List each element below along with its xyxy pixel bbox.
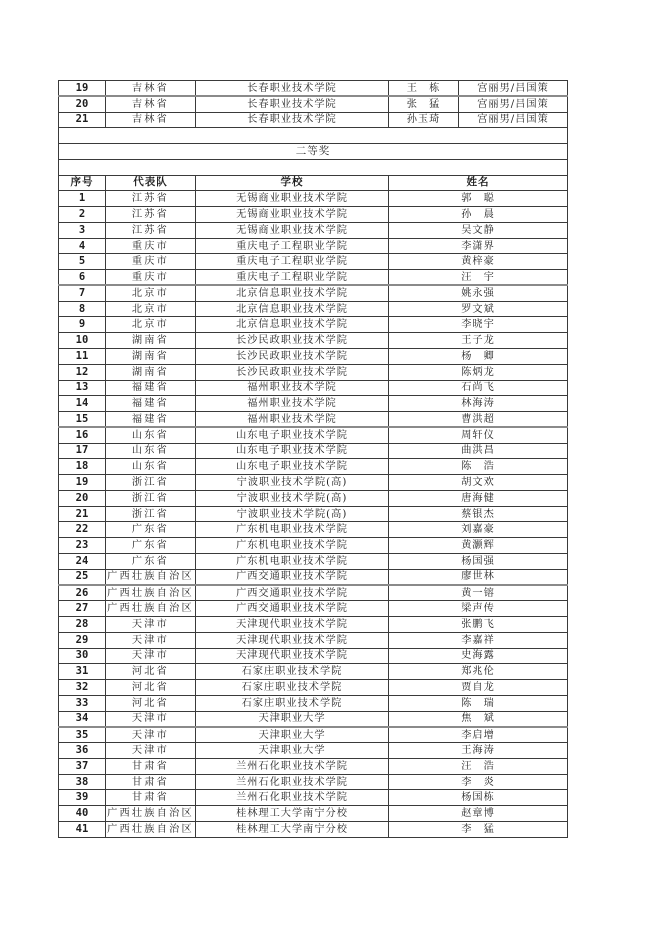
table-row bbox=[59, 317, 568, 333]
row-team: 河北省 bbox=[106, 664, 196, 680]
table-row bbox=[59, 711, 568, 727]
row-school: 山东电子职业技术学院 bbox=[196, 443, 389, 459]
row-name: 杨国强 bbox=[389, 553, 568, 569]
row-school: 长沙民政职业技术学院 bbox=[196, 333, 389, 349]
row-school: 宁波职业技术学院(高) bbox=[196, 506, 389, 522]
table-row bbox=[59, 632, 568, 648]
row-number: 18 bbox=[59, 459, 106, 475]
table-row bbox=[59, 790, 568, 806]
row-name: 姚永强 bbox=[389, 285, 568, 301]
table-row bbox=[59, 412, 568, 428]
row-name: 曹洪超 bbox=[389, 412, 568, 428]
table-row bbox=[59, 238, 568, 254]
row-name: 黄一镕 bbox=[389, 585, 568, 601]
table-row bbox=[59, 743, 568, 759]
row-number: 32 bbox=[59, 680, 106, 696]
row-team: 天津市 bbox=[106, 743, 196, 759]
blank-row bbox=[59, 128, 568, 144]
row-team: 甘肃省 bbox=[106, 790, 196, 806]
table-row bbox=[59, 506, 568, 522]
row-team: 天津市 bbox=[106, 727, 196, 743]
row-name: 陈炳龙 bbox=[389, 364, 568, 380]
table-row bbox=[59, 727, 568, 743]
row-number: 15 bbox=[59, 412, 106, 428]
row-name: 杨 卿 bbox=[389, 349, 568, 365]
row-team: 广东省 bbox=[106, 553, 196, 569]
row-school: 长春职业技术学院 bbox=[196, 112, 389, 128]
row-team: 甘肃省 bbox=[106, 774, 196, 790]
second-prize-section bbox=[59, 128, 568, 191]
row-team: 河北省 bbox=[106, 695, 196, 711]
table-row bbox=[59, 680, 568, 696]
row-school: 兰州石化职业技术学院 bbox=[196, 790, 389, 806]
row-team: 山东省 bbox=[106, 459, 196, 475]
row-number: 17 bbox=[59, 443, 106, 459]
row-name: 王子龙 bbox=[389, 333, 568, 349]
row-school: 广东机电职业技术学院 bbox=[196, 553, 389, 569]
row-name: 李启增 bbox=[389, 727, 568, 743]
table-row bbox=[59, 443, 568, 459]
row-number: 7 bbox=[59, 285, 106, 301]
row-name: 张 猛 bbox=[389, 96, 459, 112]
table-row bbox=[59, 112, 568, 128]
row-team: 浙江省 bbox=[106, 490, 196, 506]
row-name: 陈 瑞 bbox=[389, 695, 568, 711]
row-name: 孙 晨 bbox=[389, 207, 568, 223]
row-name: 蔡银杰 bbox=[389, 506, 568, 522]
row-number: 4 bbox=[59, 238, 106, 254]
row-name: 胡文欢 bbox=[389, 475, 568, 491]
row-school: 北京信息职业技术学院 bbox=[196, 301, 389, 317]
table-row bbox=[59, 380, 568, 396]
row-number: 39 bbox=[59, 790, 106, 806]
header-name: 姓名 bbox=[389, 175, 568, 191]
row-number: 31 bbox=[59, 664, 106, 680]
row-number: 35 bbox=[59, 727, 106, 743]
row-team: 湖南省 bbox=[106, 333, 196, 349]
row-team: 广西壮族自治区 bbox=[106, 806, 196, 822]
table-row bbox=[59, 538, 568, 554]
row-name: 李嘉祥 bbox=[389, 632, 568, 648]
award-table bbox=[58, 80, 568, 838]
row-school: 福州职业技术学院 bbox=[196, 412, 389, 428]
row-number: 9 bbox=[59, 317, 106, 333]
row-number: 12 bbox=[59, 364, 106, 380]
blank-cell bbox=[59, 159, 568, 175]
table-row bbox=[59, 695, 568, 711]
table-row bbox=[59, 349, 568, 365]
row-school: 广东机电职业技术学院 bbox=[196, 538, 389, 554]
row-school: 北京信息职业技术学院 bbox=[196, 285, 389, 301]
row-team: 江苏省 bbox=[106, 207, 196, 223]
row-team: 福建省 bbox=[106, 412, 196, 428]
row-team: 天津市 bbox=[106, 648, 196, 664]
row-advisor: 宫丽男/吕国策 bbox=[459, 81, 568, 97]
row-name: 张鹏飞 bbox=[389, 617, 568, 633]
row-name: 唐海健 bbox=[389, 490, 568, 506]
row-school: 宁波职业技术学院(高) bbox=[196, 490, 389, 506]
row-team: 江苏省 bbox=[106, 191, 196, 207]
table-row bbox=[59, 207, 568, 223]
table-row bbox=[59, 254, 568, 270]
row-number: 20 bbox=[59, 96, 106, 112]
row-number: 16 bbox=[59, 427, 106, 443]
row-team: 北京市 bbox=[106, 285, 196, 301]
row-school: 桂林理工大学南宁分校 bbox=[196, 821, 389, 837]
table-row bbox=[59, 222, 568, 238]
table-row bbox=[59, 522, 568, 538]
row-number: 38 bbox=[59, 774, 106, 790]
row-school: 山东电子职业技术学院 bbox=[196, 427, 389, 443]
row-advisor: 宫丽男/吕国策 bbox=[459, 96, 568, 112]
row-number: 2 bbox=[59, 207, 106, 223]
row-school: 广西交通职业技术学院 bbox=[196, 601, 389, 617]
row-team: 广西壮族自治区 bbox=[106, 569, 196, 585]
row-school: 宁波职业技术学院(高) bbox=[196, 475, 389, 491]
row-number: 41 bbox=[59, 821, 106, 837]
table-row bbox=[59, 459, 568, 475]
row-school: 长沙民政职业技术学院 bbox=[196, 364, 389, 380]
row-team: 天津市 bbox=[106, 711, 196, 727]
row-number: 6 bbox=[59, 270, 106, 286]
row-number: 30 bbox=[59, 648, 106, 664]
row-name: 石尚飞 bbox=[389, 380, 568, 396]
row-school: 石家庄职业技术学院 bbox=[196, 664, 389, 680]
row-team: 吉林省 bbox=[106, 112, 196, 128]
row-number: 14 bbox=[59, 396, 106, 412]
row-number: 22 bbox=[59, 522, 106, 538]
row-name: 孙玉琦 bbox=[389, 112, 459, 128]
row-school: 广东机电职业技术学院 bbox=[196, 522, 389, 538]
row-number: 21 bbox=[59, 112, 106, 128]
row-number: 5 bbox=[59, 254, 106, 270]
row-team: 河北省 bbox=[106, 680, 196, 696]
header-school: 学校 bbox=[196, 175, 389, 191]
row-school: 福州职业技术学院 bbox=[196, 380, 389, 396]
row-team: 重庆市 bbox=[106, 238, 196, 254]
table-row bbox=[59, 490, 568, 506]
blank-cell bbox=[59, 128, 568, 144]
row-team: 湖南省 bbox=[106, 364, 196, 380]
header-no: 序号 bbox=[59, 175, 106, 191]
row-name: 汪 浩 bbox=[389, 758, 568, 774]
table-row bbox=[59, 96, 568, 112]
row-school: 长春职业技术学院 bbox=[196, 96, 389, 112]
row-team: 湖南省 bbox=[106, 349, 196, 365]
row-number: 29 bbox=[59, 632, 106, 648]
row-name: 黄梓豪 bbox=[389, 254, 568, 270]
row-school: 福州职业技术学院 bbox=[196, 396, 389, 412]
table-row bbox=[59, 301, 568, 317]
table-row bbox=[59, 806, 568, 822]
row-school: 广西交通职业技术学院 bbox=[196, 585, 389, 601]
row-school: 北京信息职业技术学院 bbox=[196, 317, 389, 333]
table-row bbox=[59, 285, 568, 301]
row-team: 广西壮族自治区 bbox=[106, 585, 196, 601]
row-team: 重庆市 bbox=[106, 270, 196, 286]
row-name: 吴文静 bbox=[389, 222, 568, 238]
row-school: 兰州石化职业技术学院 bbox=[196, 758, 389, 774]
table-row bbox=[59, 758, 568, 774]
row-name: 汪 宇 bbox=[389, 270, 568, 286]
row-name: 陈 浩 bbox=[389, 459, 568, 475]
row-name: 赵章博 bbox=[389, 806, 568, 822]
row-team: 浙江省 bbox=[106, 506, 196, 522]
row-number: 11 bbox=[59, 349, 106, 365]
row-school: 无锡商业职业技术学院 bbox=[196, 207, 389, 223]
row-number: 26 bbox=[59, 585, 106, 601]
row-name: 贾自龙 bbox=[389, 680, 568, 696]
row-number: 24 bbox=[59, 553, 106, 569]
table-row bbox=[59, 585, 568, 601]
row-number: 28 bbox=[59, 617, 106, 633]
row-team: 天津市 bbox=[106, 617, 196, 633]
row-school: 重庆电子工程职业学院 bbox=[196, 238, 389, 254]
row-team: 广东省 bbox=[106, 538, 196, 554]
row-school: 桂林理工大学南宁分校 bbox=[196, 806, 389, 822]
row-school: 长春职业技术学院 bbox=[196, 81, 389, 97]
row-name: 李晓宇 bbox=[389, 317, 568, 333]
table-row bbox=[59, 601, 568, 617]
row-name: 史海露 bbox=[389, 648, 568, 664]
row-school: 重庆电子工程职业学院 bbox=[196, 270, 389, 286]
row-number: 1 bbox=[59, 191, 106, 207]
row-team: 吉林省 bbox=[106, 81, 196, 97]
table-row bbox=[59, 774, 568, 790]
row-number: 20 bbox=[59, 490, 106, 506]
row-number: 19 bbox=[59, 81, 106, 97]
section-title-row bbox=[59, 144, 568, 160]
row-school: 天津现代职业技术学院 bbox=[196, 648, 389, 664]
row-team: 吉林省 bbox=[106, 96, 196, 112]
row-number: 33 bbox=[59, 695, 106, 711]
row-team: 江苏省 bbox=[106, 222, 196, 238]
blank-row bbox=[59, 159, 568, 175]
table-row bbox=[59, 427, 568, 443]
table-row bbox=[59, 617, 568, 633]
row-name: 郑兆伦 bbox=[389, 664, 568, 680]
row-school: 山东电子职业技术学院 bbox=[196, 459, 389, 475]
row-team: 天津市 bbox=[106, 632, 196, 648]
row-number: 37 bbox=[59, 758, 106, 774]
row-team: 山东省 bbox=[106, 427, 196, 443]
row-number: 19 bbox=[59, 475, 106, 491]
row-name: 李 猛 bbox=[389, 821, 568, 837]
row-number: 40 bbox=[59, 806, 106, 822]
row-name: 罗文斌 bbox=[389, 301, 568, 317]
section-title: 二等奖 bbox=[59, 144, 568, 160]
row-school: 石家庄职业技术学院 bbox=[196, 695, 389, 711]
row-team: 浙江省 bbox=[106, 475, 196, 491]
row-team: 北京市 bbox=[106, 317, 196, 333]
row-team: 重庆市 bbox=[106, 254, 196, 270]
row-name: 王 栋 bbox=[389, 81, 459, 97]
row-team: 福建省 bbox=[106, 396, 196, 412]
row-team: 广东省 bbox=[106, 522, 196, 538]
row-name: 李 炎 bbox=[389, 774, 568, 790]
table-row bbox=[59, 81, 568, 97]
row-team: 山东省 bbox=[106, 443, 196, 459]
row-name: 刘嘉豪 bbox=[389, 522, 568, 538]
row-school: 天津职业大学 bbox=[196, 727, 389, 743]
row-number: 3 bbox=[59, 222, 106, 238]
row-number: 10 bbox=[59, 333, 106, 349]
row-school: 重庆电子工程职业学院 bbox=[196, 254, 389, 270]
row-number: 13 bbox=[59, 380, 106, 396]
row-number: 34 bbox=[59, 711, 106, 727]
row-team: 福建省 bbox=[106, 380, 196, 396]
row-school: 天津职业大学 bbox=[196, 711, 389, 727]
row-school: 无锡商业职业技术学院 bbox=[196, 191, 389, 207]
table-row bbox=[59, 821, 568, 837]
row-number: 21 bbox=[59, 506, 106, 522]
row-school: 天津职业大学 bbox=[196, 743, 389, 759]
row-advisor: 宫丽男/吕国策 bbox=[459, 112, 568, 128]
row-name: 梁声传 bbox=[389, 601, 568, 617]
row-school: 兰州石化职业技术学院 bbox=[196, 774, 389, 790]
row-team: 广西壮族自治区 bbox=[106, 601, 196, 617]
table-row bbox=[59, 364, 568, 380]
table-header-row bbox=[59, 175, 568, 191]
row-team: 甘肃省 bbox=[106, 758, 196, 774]
second-prize-rows bbox=[59, 191, 568, 837]
row-name: 黄灏辉 bbox=[389, 538, 568, 554]
table-row bbox=[59, 333, 568, 349]
row-number: 27 bbox=[59, 601, 106, 617]
table-row bbox=[59, 270, 568, 286]
row-name: 焦 斌 bbox=[389, 711, 568, 727]
row-number: 25 bbox=[59, 569, 106, 585]
first-prize-tail-rows bbox=[59, 81, 568, 128]
table-row bbox=[59, 191, 568, 207]
row-school: 天津现代职业技术学院 bbox=[196, 617, 389, 633]
table-row bbox=[59, 569, 568, 585]
row-name: 林海涛 bbox=[389, 396, 568, 412]
row-number: 36 bbox=[59, 743, 106, 759]
row-school: 长沙民政职业技术学院 bbox=[196, 349, 389, 365]
table-row bbox=[59, 648, 568, 664]
table-row bbox=[59, 664, 568, 680]
row-school: 广西交通职业技术学院 bbox=[196, 569, 389, 585]
row-school: 石家庄职业技术学院 bbox=[196, 680, 389, 696]
row-name: 周轩仪 bbox=[389, 427, 568, 443]
row-number: 23 bbox=[59, 538, 106, 554]
table-row bbox=[59, 396, 568, 412]
table-row bbox=[59, 475, 568, 491]
row-school: 天津现代职业技术学院 bbox=[196, 632, 389, 648]
table-row bbox=[59, 553, 568, 569]
row-name: 李潇界 bbox=[389, 238, 568, 254]
header-team: 代表队 bbox=[106, 175, 196, 191]
row-team: 广西壮族自治区 bbox=[106, 821, 196, 837]
row-name: 郭 聪 bbox=[389, 191, 568, 207]
row-team: 北京市 bbox=[106, 301, 196, 317]
row-name: 曲洪昌 bbox=[389, 443, 568, 459]
row-name: 廖世林 bbox=[389, 569, 568, 585]
row-number: 8 bbox=[59, 301, 106, 317]
row-name: 王海涛 bbox=[389, 743, 568, 759]
row-school: 无锡商业职业技术学院 bbox=[196, 222, 389, 238]
row-name: 杨国栋 bbox=[389, 790, 568, 806]
